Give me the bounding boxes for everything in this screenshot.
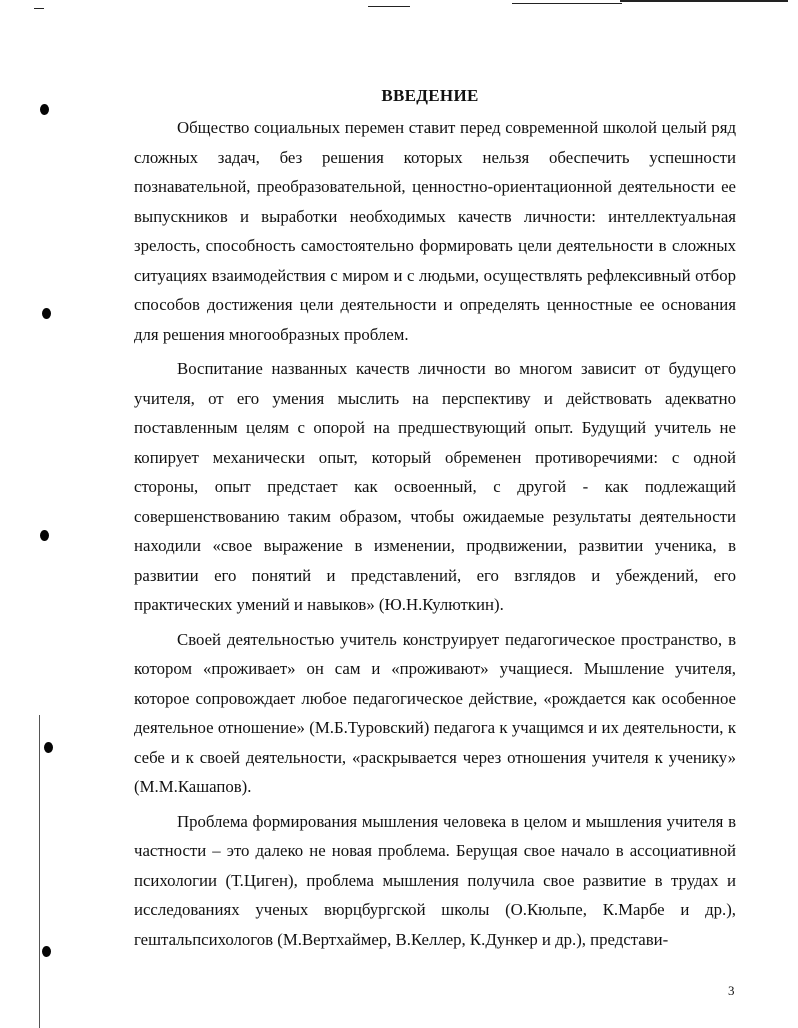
paragraph: Своей деятельностью учитель конструирует педагогическое пространство, в котором «проживает» он сам и «проживают» учащиеся. Мышление учителя, которое сопровождает любое педагогическое действие, «рождается как особенное деятельное отношение» (М.Б.Туровский) педагога к учащимся и их деятельности, к себе и к своей деятельности, «раскрывается через отношения учителя к ученику» (М.М.Кашапов).: [134, 629, 736, 796]
punch-hole: [40, 104, 49, 115]
scan-artifact-line: [620, 0, 788, 2]
scan-artifact-line: [368, 6, 410, 7]
punch-hole: [40, 530, 49, 541]
scan-artifact-line: [512, 3, 622, 4]
page-number: 3: [728, 983, 735, 998]
punch-hole: [42, 308, 51, 319]
paragraph: Общество социальных перемен ставит перед современной школой целый ряд сложных задач, без решения которых нельзя обеспечить успешности познавательной, преобразовательной, ценностно-ориентационной деятельности ее выпускников и выработки необходимых качеств личности: интеллектуальная зрелость, способность самостоятельно формировать цели деятельности в сложных ситуациях взаимодействия с миром и с людьми, осуществлять рефлексивный отбор способов достижения цели деятельности и определять ценностные ее основания для решения многообразных проблем.: [134, 118, 736, 344]
paragraph: Воспитание названных качеств личности во многом зависит от будущего учителя, от его умения мыслить на перспективу и действовать адекватно поставленным целям с опорой на предшествующий опыт. Будущий учитель не копирует механически опыт, который обременен противоречиями: с одной стороны, опыт предстает как освоенный, с другой - как подлежащий совершенствованию таким образом, чтобы ожидаемые результаты деятельности находили «свое выражение в изменении, продвижении, развитии ученика, в развитии его понятий и представлений, его взглядов и убеждений, его практических умений и навыков» (Ю.Н.Кулюткин).: [134, 359, 736, 614]
body-text: [134, 113, 736, 959]
scan-artifact-line: [34, 8, 44, 9]
page-title: ВВЕДЕНИЕ: [381, 86, 479, 105]
paragraph: Проблема формирования мышления человека в целом и мышления учителя в частности – это далеко не новая проблема. Берущая свое начало в ассоциативной психологии (Т.Циген), проблема мышления получила свое развитие в трудах и исследованиях ученых вюрцбургской школы (О.Кюльпе, К.Марбе и др.), гештальпсихологов (М.Вертхаймер, В.Келлер, К.Дункер и др.), представи-: [134, 811, 736, 949]
punch-hole: [44, 742, 53, 753]
scan-artifact-line: [39, 715, 40, 1028]
punch-hole: [42, 946, 51, 957]
